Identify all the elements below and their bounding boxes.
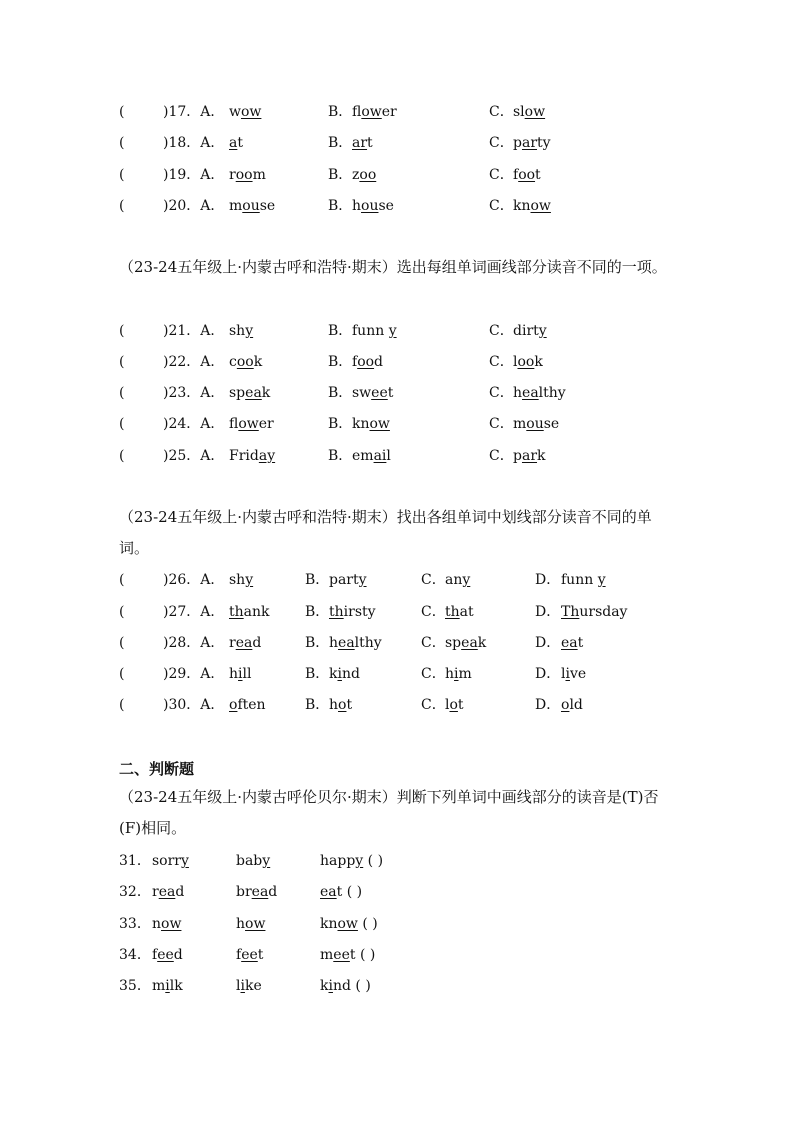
underlined-part: th <box>445 604 460 620</box>
underlined-part: ee <box>371 385 388 401</box>
option-label-b: B． <box>328 323 353 339</box>
option-a: read <box>229 635 262 651</box>
question-number: )24．A． <box>163 416 225 432</box>
underlined-part: i <box>337 666 342 682</box>
underlined-part: ow <box>240 104 262 120</box>
answer-blank[interactable]: ( ) <box>357 916 378 932</box>
answer-blank[interactable]: ( ) <box>355 947 376 963</box>
option-label-b: B． <box>305 635 330 651</box>
answer-blank[interactable]: ( ) <box>350 978 371 994</box>
option-c: dirty <box>513 323 547 339</box>
option-label-c: C． <box>421 572 446 588</box>
option-c: lot <box>445 697 464 713</box>
answer-paren[interactable]: ( <box>119 354 125 370</box>
option-b: zoo <box>352 167 377 183</box>
option-d: live <box>561 666 587 682</box>
option-b: kind <box>329 666 360 682</box>
option-b: healthy <box>329 635 382 651</box>
option-d: Thursday <box>561 604 628 620</box>
underlined-part: ee <box>157 947 174 963</box>
word-1: feed <box>152 947 183 963</box>
option-label-d: D． <box>535 572 561 588</box>
option-a: often <box>229 697 266 713</box>
underlined-part: o <box>229 697 238 713</box>
underlined-part: ow <box>369 416 390 432</box>
option-a: flower <box>229 416 274 432</box>
option-b: house <box>352 198 394 214</box>
word-1: read <box>152 884 185 900</box>
option-a: shy <box>229 323 254 339</box>
question-number: )30．A． <box>163 697 225 713</box>
underlined-part: y <box>358 572 367 588</box>
option-label-b: B． <box>328 167 353 183</box>
option-b: sweet <box>352 385 394 401</box>
word-3: meet ( ) <box>320 947 376 963</box>
answer-paren[interactable]: ( <box>119 385 125 401</box>
underlined-part: oo <box>235 167 253 183</box>
underlined-part: ea <box>461 635 478 651</box>
option-c: look <box>513 354 543 370</box>
word-2: feet <box>236 947 264 963</box>
underlined-part: ay <box>258 448 276 464</box>
question-number: 35． <box>119 978 151 994</box>
option-label-c: C． <box>421 604 446 620</box>
underlined-part: a <box>229 135 238 151</box>
question-number: )27．A． <box>163 604 225 620</box>
word-1: now <box>152 916 182 932</box>
instruction-21-25: （23-24五年级上·内蒙古呼和浩特·期末）选出每组单词画线部分读音不同的一项。 <box>119 258 667 276</box>
word-2: like <box>236 978 262 994</box>
word-2: bread <box>236 884 278 900</box>
underlined-part: ea <box>522 385 539 401</box>
underlined-part: y <box>245 572 254 588</box>
underlined-part: oo <box>517 354 535 370</box>
underlined-part: i <box>240 978 245 994</box>
option-label-c: C． <box>421 666 446 682</box>
option-c: mouse <box>513 416 560 432</box>
underlined-part: i <box>238 666 243 682</box>
answer-paren[interactable]: ( <box>119 198 125 214</box>
option-c: speak <box>445 635 487 651</box>
underlined-part: ea <box>245 385 262 401</box>
option-b: art <box>352 135 373 151</box>
answer-blank[interactable]: ( ) <box>342 884 363 900</box>
underlined-part: ee <box>241 947 258 963</box>
answer-paren[interactable]: ( <box>119 604 125 620</box>
section-heading-judgement: 二、判断题 <box>119 760 195 778</box>
underlined-part: y <box>245 323 254 339</box>
instruction-26-30: （23-24五年级上·内蒙古呼和浩特·期末）找出各组单词中划线部分读音不同的单词。 <box>119 508 652 557</box>
option-label-b: B． <box>305 666 330 682</box>
option-label-d: D． <box>535 604 561 620</box>
option-label-c: C． <box>489 198 514 214</box>
underlined-part: ow <box>238 416 259 432</box>
underlined-part: ar <box>521 448 538 464</box>
underlined-part: y <box>388 323 397 339</box>
underlined-part: ow <box>524 104 546 120</box>
answer-paren[interactable]: ( <box>119 448 125 464</box>
answer-paren[interactable]: ( <box>119 323 125 339</box>
underlined-part: ar <box>352 135 368 151</box>
option-a: shy <box>229 572 254 588</box>
option-b: funn y <box>352 323 397 339</box>
underlined-part: ee <box>333 947 350 963</box>
underlined-part: oo <box>518 167 536 183</box>
option-a: at <box>229 135 243 151</box>
question-number: )18．A． <box>163 135 225 151</box>
underlined-part: ou <box>242 198 260 214</box>
option-b: know <box>352 416 390 432</box>
option-a: Friday <box>229 448 276 464</box>
option-label-c: C． <box>489 448 514 464</box>
option-c: him <box>445 666 472 682</box>
question-number: )17．A． <box>163 104 225 120</box>
underlined-part: o <box>338 697 347 713</box>
option-b: party <box>329 572 367 588</box>
option-label-c: C． <box>489 167 514 183</box>
underlined-part: th <box>229 604 244 620</box>
option-label-b: B． <box>328 135 353 151</box>
underlined-part: ow <box>161 916 182 932</box>
underlined-part: ai <box>373 448 387 464</box>
option-label-c: C． <box>489 385 514 401</box>
underlined-part: ar <box>521 135 538 151</box>
option-label-d: D． <box>535 666 561 682</box>
question-number: )19．A． <box>163 167 225 183</box>
underlined-part: y <box>181 853 189 869</box>
question-number: )22．A． <box>163 354 225 370</box>
option-label-b: B． <box>328 354 353 370</box>
option-label-c: C． <box>421 697 446 713</box>
underlined-part: ea <box>320 884 337 900</box>
option-c: that <box>445 604 474 620</box>
underlined-part: ow <box>361 104 382 120</box>
answer-blank[interactable]: ( ) <box>363 853 384 869</box>
option-b: flower <box>352 104 397 120</box>
option-c: know <box>513 198 551 214</box>
question-number: 31． <box>119 853 151 869</box>
underlined-part: i <box>328 978 333 994</box>
option-label-d: D． <box>535 697 561 713</box>
option-a: mouse <box>229 198 276 214</box>
option-label-b: B． <box>305 697 330 713</box>
underlined-part: ea <box>158 884 176 900</box>
underlined-part: ea <box>235 635 253 651</box>
option-label-d: D． <box>535 635 561 651</box>
option-c: party <box>513 135 551 151</box>
underlined-part: Th <box>561 604 580 620</box>
option-label-b: B． <box>328 448 353 464</box>
underlined-part: oo <box>357 354 375 370</box>
underlined-part: ea <box>338 635 355 651</box>
word-3: eat ( ) <box>320 884 363 900</box>
underlined-part: y <box>462 572 471 588</box>
question-number: )26．A． <box>163 572 225 588</box>
option-label-b: B． <box>305 604 330 620</box>
question-number: )21．A． <box>163 323 225 339</box>
answer-paren[interactable]: ( <box>119 635 125 651</box>
option-label-c: C． <box>489 416 514 432</box>
underlined-part: i <box>454 666 459 682</box>
question-number: )23．A． <box>163 385 225 401</box>
underlined-part: th <box>329 604 344 620</box>
option-label-c: C． <box>489 323 514 339</box>
option-d: eat <box>561 635 584 651</box>
option-b: email <box>352 448 391 464</box>
option-a: hill <box>229 666 252 682</box>
underlined-part: oo <box>359 167 377 183</box>
word-2: baby <box>236 853 271 869</box>
underlined-part: ou <box>361 198 379 214</box>
answer-paren[interactable]: ( <box>119 104 125 120</box>
answer-paren[interactable]: ( <box>119 135 125 151</box>
underlined-part: i <box>565 666 570 682</box>
option-c: foot <box>513 167 541 183</box>
option-label-c: C． <box>421 635 446 651</box>
word-1: milk <box>152 978 183 994</box>
underlined-part: o <box>561 697 570 713</box>
option-b: thirsty <box>329 604 376 620</box>
option-a: speak <box>229 385 271 401</box>
question-number: 33． <box>119 916 151 932</box>
answer-paren[interactable]: ( <box>119 572 125 588</box>
instruction-31-35: （23-24五年级上·内蒙古呼伦贝尔·期末）判断下列单词中画线部分的读音是(T)否(F)相同。 <box>119 788 659 837</box>
word-3: kind ( ) <box>320 978 371 994</box>
option-label-b: B． <box>328 416 353 432</box>
word-1: sorry <box>152 853 189 869</box>
underlined-part: o <box>449 697 458 713</box>
underlined-part: ow <box>245 916 266 932</box>
underlined-part: y <box>538 323 547 339</box>
question-number: 32． <box>119 884 151 900</box>
word-3: happy ( ) <box>320 853 384 869</box>
option-a: cook <box>229 354 263 370</box>
underlined-part: i <box>165 978 170 994</box>
question-number: )25．A． <box>163 448 225 464</box>
option-label-b: B． <box>305 572 330 588</box>
option-b: hot <box>329 697 353 713</box>
option-label-b: B． <box>328 198 353 214</box>
underlined-part: ou <box>526 416 544 432</box>
option-a: wow <box>229 104 262 120</box>
underlined-part: ea <box>251 884 269 900</box>
option-label-c: C． <box>489 104 514 120</box>
option-label-b: B． <box>328 104 353 120</box>
option-c: slow <box>513 104 546 120</box>
option-d: funn y <box>561 572 606 588</box>
underlined-part: ea <box>561 635 578 651</box>
option-b: food <box>352 354 384 370</box>
underlined-part: ow <box>530 198 551 214</box>
answer-paren[interactable]: ( <box>119 167 125 183</box>
option-label-c: C． <box>489 354 514 370</box>
answer-paren[interactable]: ( <box>119 416 125 432</box>
underlined-part: oo <box>236 354 254 370</box>
question-number: )20．A． <box>163 198 225 214</box>
question-number: 34． <box>119 947 151 963</box>
option-label-c: C． <box>489 135 514 151</box>
option-label-b: B． <box>328 385 353 401</box>
answer-paren[interactable]: ( <box>119 666 125 682</box>
option-c: park <box>513 448 546 464</box>
underlined-part: y <box>597 572 606 588</box>
underlined-part: y <box>355 853 364 869</box>
word-2: how <box>236 916 266 932</box>
option-d: old <box>561 697 583 713</box>
question-number: )28．A． <box>163 635 225 651</box>
underlined-part: ow <box>337 916 358 932</box>
option-a: thank <box>229 604 270 620</box>
underlined-part: y <box>262 853 271 869</box>
question-number: )29．A． <box>163 666 225 682</box>
option-c: healthy <box>513 385 566 401</box>
answer-paren[interactable]: ( <box>119 697 125 713</box>
option-a: room <box>229 167 266 183</box>
option-c: any <box>445 572 471 588</box>
word-3: know ( ) <box>320 916 378 932</box>
